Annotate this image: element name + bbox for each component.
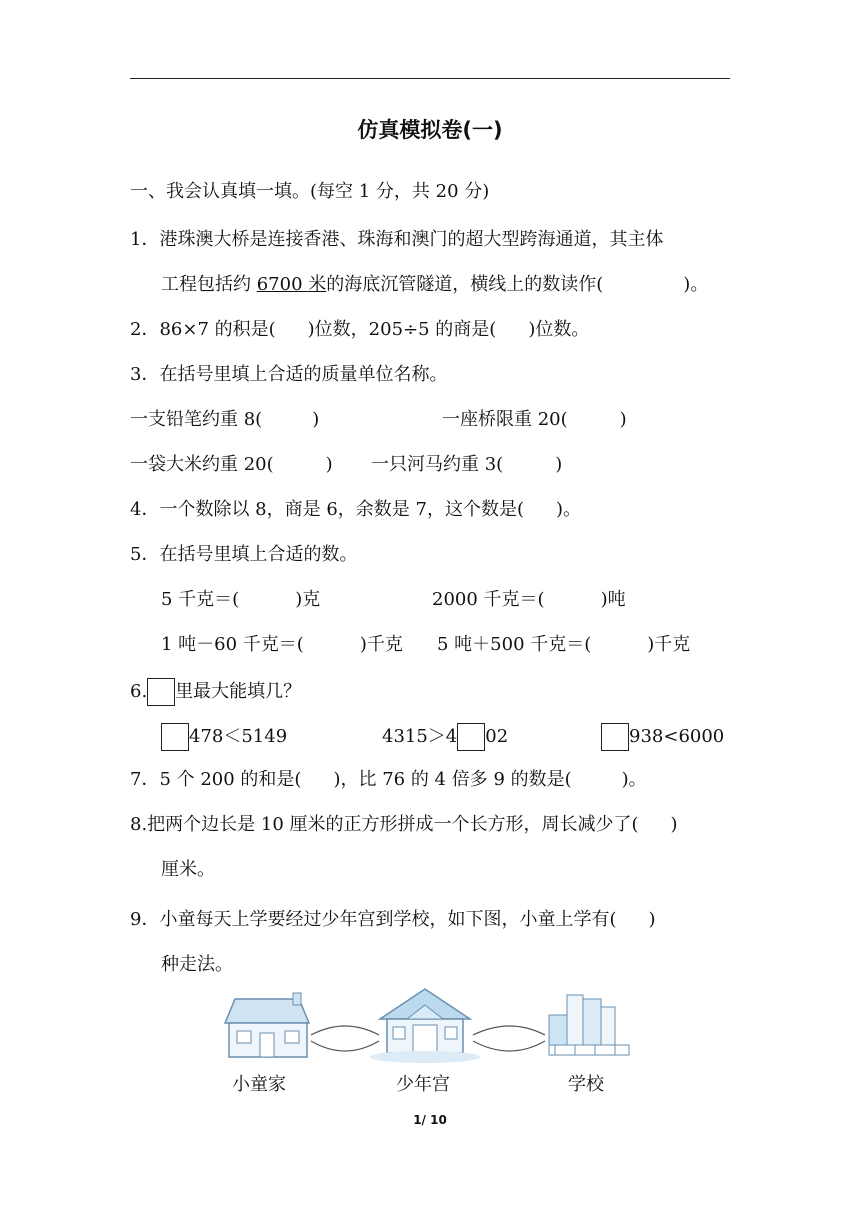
page-number: 1/ 10 xyxy=(413,1113,447,1127)
q6-item-1: 478＜5149 xyxy=(161,723,287,751)
q1-line2: 工程包括约 6700 米的海底沉管隧道，横线上的数读作( )。 xyxy=(161,274,709,295)
q7: 7．5 个 200 的和是( )，比 76 的 4 倍多 9 的数是( )。 xyxy=(130,769,647,790)
section-heading: 一、我会认真填一填。(每空 1 分，共 20 分) xyxy=(130,181,490,202)
q5-item-a1: 5 千克＝( )克 xyxy=(161,589,321,610)
answer-box[interactable] xyxy=(147,678,175,706)
q2: 2．86×7 的积是( )位数，205÷5 的商是( )位数。 xyxy=(130,319,590,340)
q8-line2: 厘米。 xyxy=(161,859,215,880)
q6-text: 6. 里最大能填几？ xyxy=(130,678,301,706)
q3-text: 3．在括号里填上合适的质量单位名称。 xyxy=(130,364,448,385)
q5-item-a2: 2000 千克＝( )吨 xyxy=(432,589,626,610)
school-icon xyxy=(549,995,629,1055)
label-school: 学校 xyxy=(568,1074,604,1095)
q6-item-3: 938<6000 xyxy=(601,723,724,751)
q8-line1: 8.把两个边长是 10 厘米的正方形拼成一个长方形，周长减少了( ) xyxy=(130,814,678,835)
answer-box[interactable] xyxy=(601,723,629,751)
q6-item-2: 4315＞4 02 xyxy=(382,723,508,751)
label-home: 小童家 xyxy=(232,1074,286,1095)
q9-line2: 种走法。 xyxy=(161,954,233,975)
label-palace: 少年宫 xyxy=(396,1074,450,1095)
q3-item-pencil: 一支铅笔约重 8( ) xyxy=(130,409,320,430)
q9-line1: 9．小童每天上学要经过少年宫到学校，如下图，小童上学有( ) xyxy=(130,909,656,930)
q3-item-bridge: 一座桥限重 20( ) xyxy=(442,409,627,430)
palace-icon xyxy=(370,989,480,1063)
page-title: 仿真模拟卷(一) xyxy=(357,118,503,142)
q5-text: 5．在括号里填上合适的数。 xyxy=(130,544,358,565)
header-rule xyxy=(130,78,730,79)
q5-item-b2: 5 吨＋500 千克＝( )千克 xyxy=(437,634,691,655)
q4: 4．一个数除以 8，商是 6，余数是 7，这个数是( )。 xyxy=(130,499,582,520)
house-icon xyxy=(225,993,309,1057)
q3-item-rice: 一袋大米约重 20( ) xyxy=(130,454,333,475)
q5-item-b1: 1 吨－60 千克＝( )千克 xyxy=(161,634,403,655)
q3-item-hippo: 一只河马约重 3( ) xyxy=(371,454,563,475)
answer-box[interactable] xyxy=(161,723,189,751)
route-illustration xyxy=(215,985,635,1065)
underlined-number: 6700 米 xyxy=(256,274,327,295)
q1-line1: 1．港珠澳大桥是连接香港、珠海和澳门的超大型跨海通道，其主体 xyxy=(130,229,664,250)
answer-box[interactable] xyxy=(457,723,485,751)
